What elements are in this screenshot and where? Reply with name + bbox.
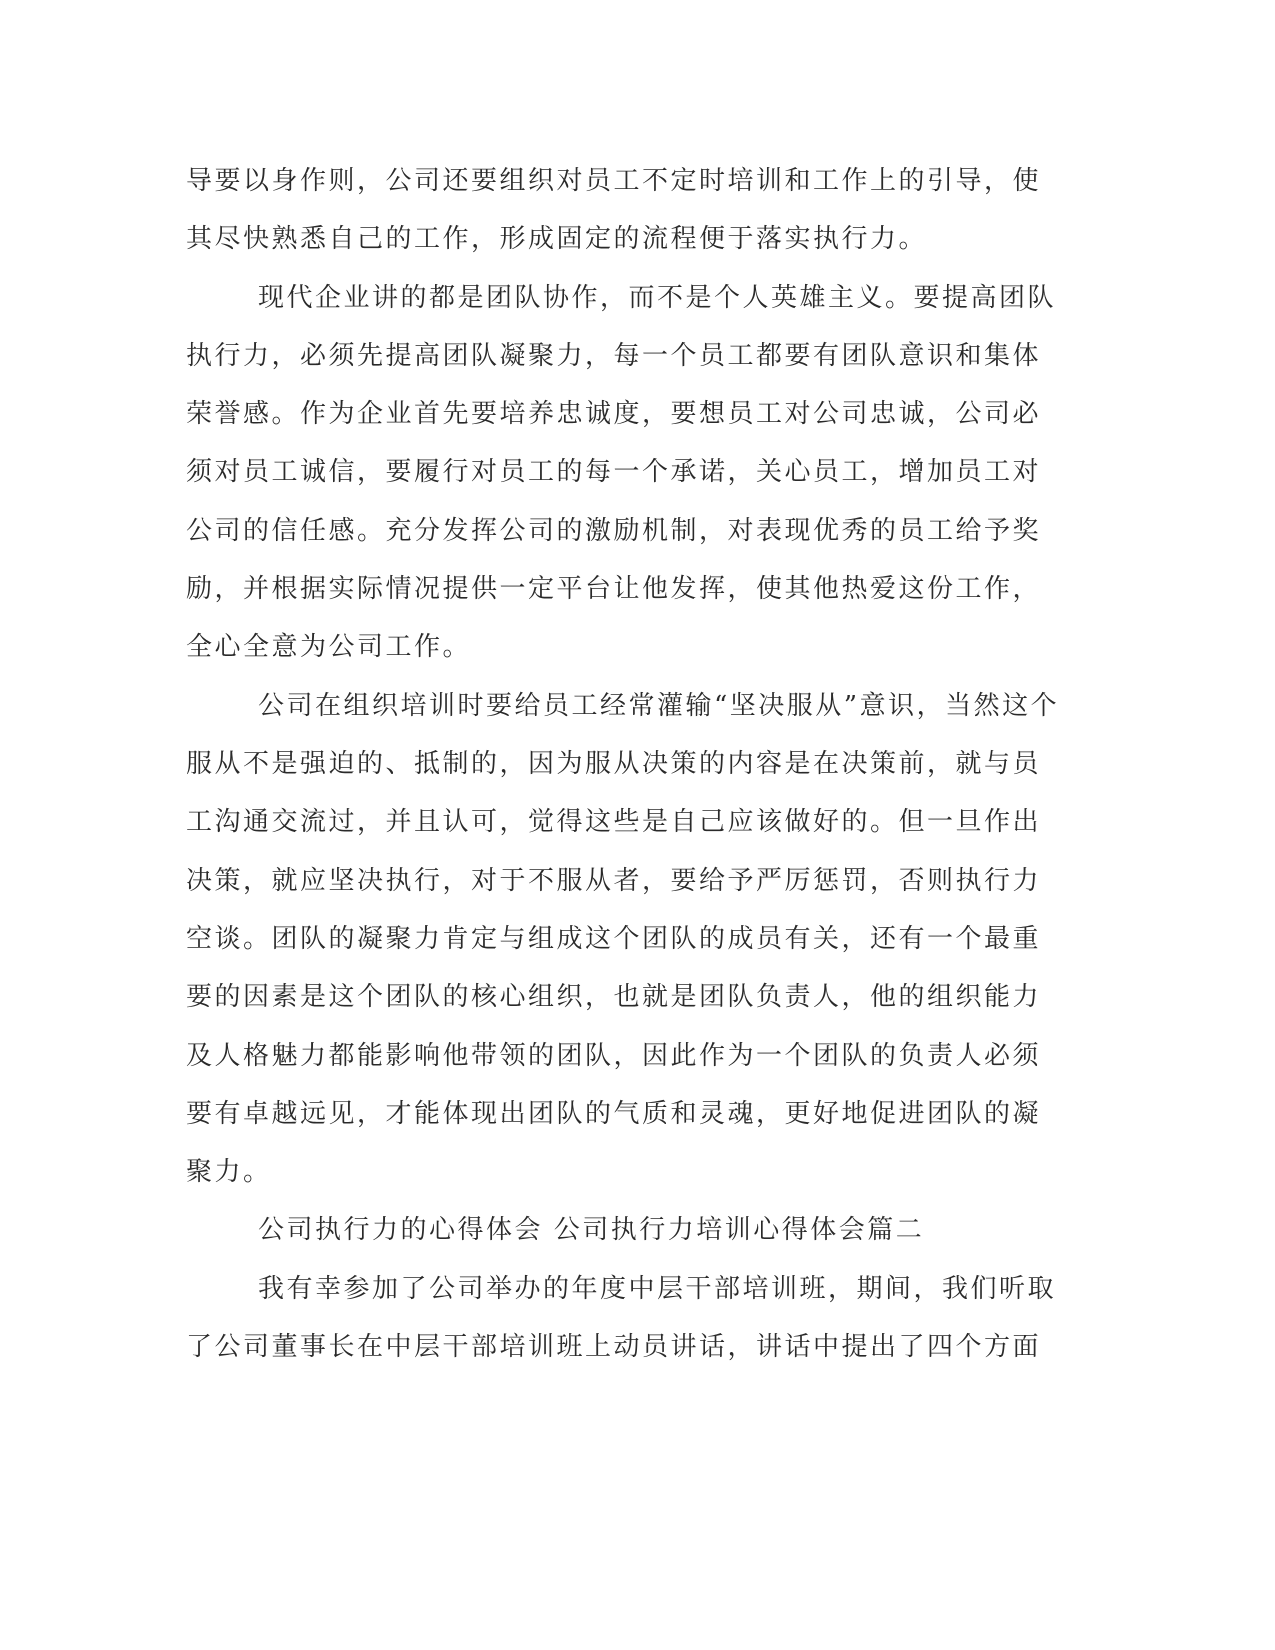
text-line: 其尽快熟悉自己的工作，形成固定的流程便于落实执行力。 [186, 224, 928, 254]
text-line: 全心全意为公司工作。 [186, 632, 472, 662]
text-line: 了公司董事长在中层干部培训班上动员讲话，讲话中提出了四个方面 [186, 1332, 1042, 1362]
text-line: 工沟通交流过，并且认可，觉得这些是自己应该做好的。但一旦作出 [186, 807, 1042, 837]
paragraph-first-line: 现代企业讲的都是团队协作，而不是个人英雄主义。要提高团队 [258, 283, 1057, 313]
text-line: 荣誉感。作为企业首先要培养忠诚度，要想员工对公司忠诚，公司必 [186, 399, 1042, 429]
text-line: 须对员工诚信，要履行对员工的每一个承诺，关心员工，增加员工对 [186, 457, 1042, 487]
text-line: 公司的信任感。充分发挥公司的激励机制，对表现优秀的员工给予奖 [186, 516, 1042, 546]
text-line: 要的因素是这个团队的核心组织，也就是团队负责人，他的组织能力 [186, 982, 1042, 1012]
text-line: 执行力，必须先提高团队凝聚力，每一个员工都要有团队意识和集体 [186, 341, 1042, 371]
text-line: 及人格魅力都能影响他带领的团队，因此作为一个团队的负责人必须 [186, 1041, 1042, 1071]
text-line: 决策，就应坚决执行，对于不服从者，要给予严厉惩罚，否则执行力 [186, 866, 1042, 896]
text-line: 聚力。 [186, 1157, 272, 1187]
text-line: 空谈。团队的凝聚力肯定与组成这个团队的成员有关，还有一个最重 [186, 924, 1042, 954]
text-line: 服从不是强迫的、抵制的，因为服从决策的内容是在决策前，就与员 [186, 749, 1042, 779]
section-heading: 公司执行力的心得体会 公司执行力培训心得体会篇二 [258, 1215, 925, 1245]
text-line: 要有卓越远见，才能体现出团队的气质和灵魂，更好地促进团队的凝 [186, 1099, 1042, 1129]
paragraph-first-line: 我有幸参加了公司举办的年度中层干部培训班，期间，我们听取 [258, 1274, 1057, 1304]
text-line: 励，并根据实际情况提供一定平台让他发挥，使其他热爱这份工作， [186, 574, 1042, 604]
paragraph-first-line: 公司在组织培训时要给员工经常灌输“坚决服从”意识，当然这个 [258, 691, 1060, 721]
text-line: 导要以身作则，公司还要组织对员工不定时培训和工作上的引导，使 [186, 166, 1042, 196]
